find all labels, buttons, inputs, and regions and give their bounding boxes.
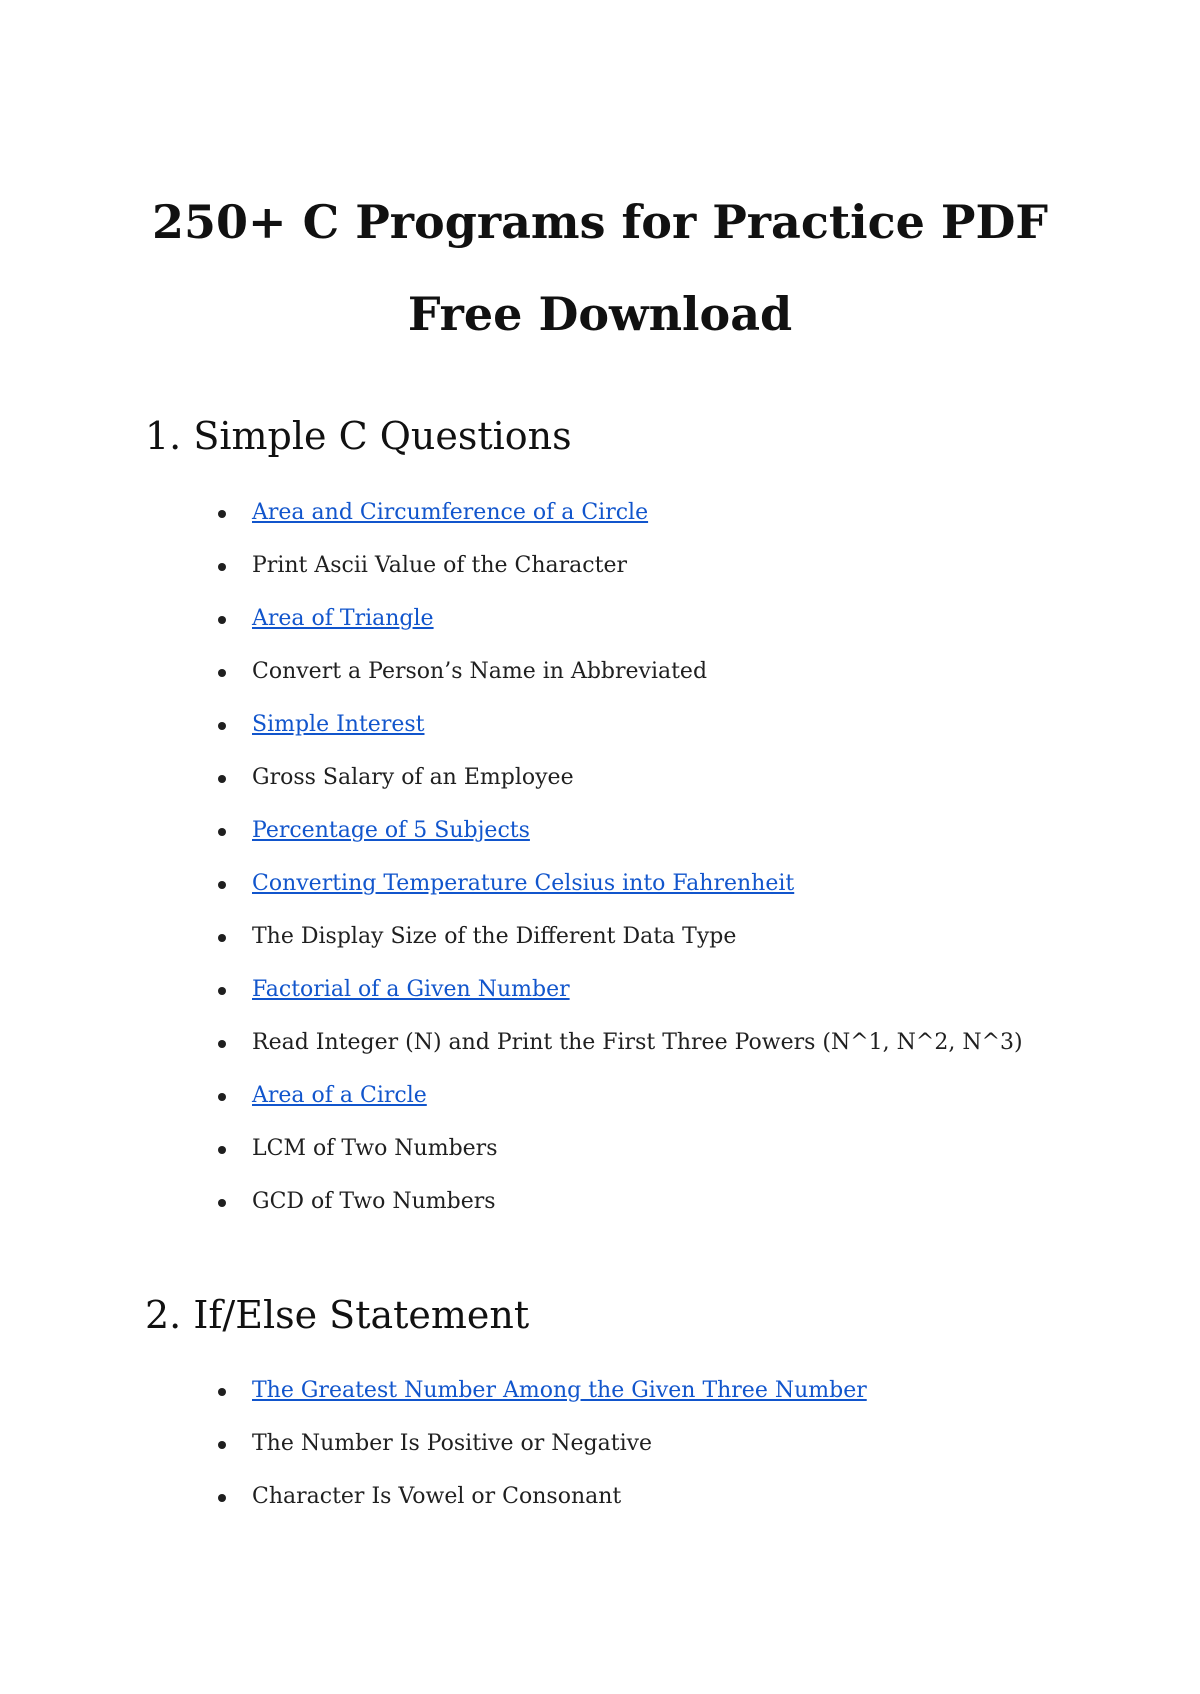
bullet-icon <box>218 1441 226 1449</box>
page-title <box>0 176 1200 360</box>
section-heading-if-else-statement: 2. If/Else Statement <box>145 1293 530 1337</box>
program-link[interactable]: Percentage of 5 Subjects <box>252 818 530 843</box>
program-label: The Number Is Positive or Negative <box>252 1431 653 1456</box>
program-link[interactable]: Factorial of a Given Number <box>252 977 570 1002</box>
program-link[interactable]: Area of a Circle <box>252 1083 427 1108</box>
program-link[interactable]: Area of Triangle <box>252 606 434 631</box>
program-link[interactable]: Converting Temperature Celsius into Fahrenheit <box>252 871 795 896</box>
bullet-icon <box>218 934 226 942</box>
program-link[interactable]: Simple Interest <box>252 712 425 737</box>
program-label: The Display Size of the Different Data Type <box>252 924 737 949</box>
bullet-icon <box>218 1388 226 1396</box>
bullet-icon <box>218 1494 226 1502</box>
page-title-line-2: Free Download <box>407 287 793 341</box>
bullet-icon <box>218 669 226 677</box>
program-label: GCD of Two Numbers <box>252 1189 496 1214</box>
program-label: Character Is Vowel or Consonant <box>252 1484 622 1509</box>
bullet-icon <box>218 1093 226 1101</box>
bullet-icon <box>218 1199 226 1207</box>
bullet-icon <box>218 881 226 889</box>
bullet-icon <box>218 616 226 624</box>
bullet-icon <box>218 775 226 783</box>
bullet-icon <box>218 563 226 571</box>
bullet-icon <box>218 828 226 836</box>
bullet-icon <box>218 1040 226 1048</box>
page-title-line-1: 250+ C Programs for Practice PDF <box>151 195 1048 249</box>
program-label: Gross Salary of an Employee <box>252 765 574 790</box>
section-heading-simple-c-questions: 1. Simple C Questions <box>145 414 572 458</box>
program-label: LCM of Two Numbers <box>252 1136 498 1161</box>
bullet-icon <box>218 722 226 730</box>
program-link[interactable]: The Greatest Number Among the Given Three Number <box>252 1378 867 1403</box>
bullet-icon <box>218 987 226 995</box>
bullet-icon <box>218 1146 226 1154</box>
bullet-icon <box>218 510 226 518</box>
program-label: Read Integer (N) and Print the First Three Powers (N^1, N^2, N^3) <box>252 1030 1023 1055</box>
program-label: Convert a Person’s Name in Abbreviated <box>252 659 708 684</box>
program-label: Print Ascii Value of the Character <box>252 553 627 578</box>
program-link[interactable]: Area and Circumference of a Circle <box>252 500 649 525</box>
